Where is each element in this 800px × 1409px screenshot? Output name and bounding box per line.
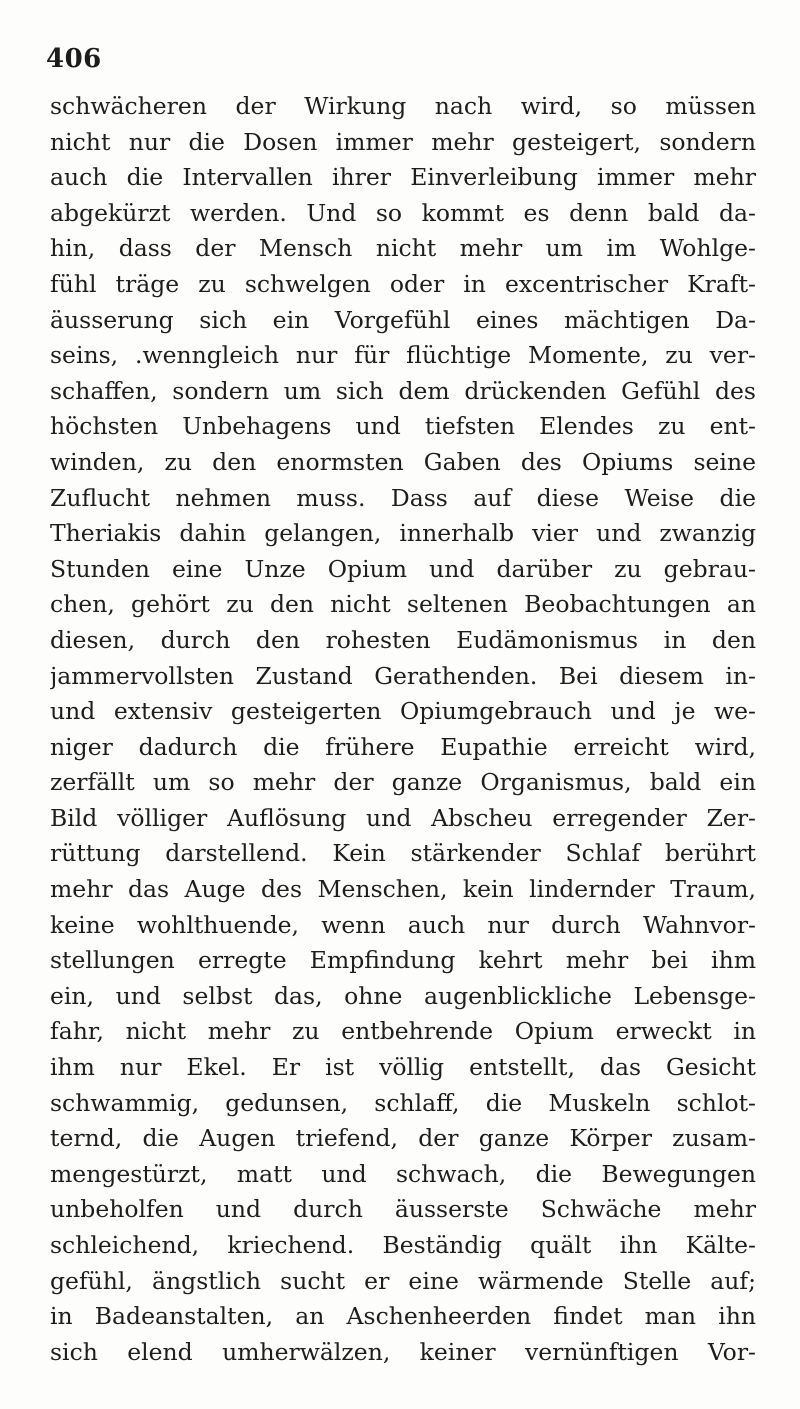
text-line: ihm nur Ekel. Er ist völlig entstellt, das Gesicht [50,1053,756,1082]
text-line: schaffen, sondern um sich dem drückenden Gefühl des [50,376,756,405]
page-number: 406 [46,44,102,74]
text-line: schwammig, gedunsen, schlaff, die Muskeln schlot- [50,1088,756,1117]
text-line: winden, zu den enormsten Gaben des Opiums seine [50,447,756,476]
text-line: Zuflucht nehmen muss. Dass auf diese Weise die [50,483,756,512]
text-line: chen, gehört zu den nicht seltenen Beobachtungen an [50,590,756,619]
text-line: ternd, die Augen triefend, der ganze Körper zusam- [50,1124,756,1153]
text-line: ein, und selbst das, ohne augenblickliche Lebensge- [50,981,756,1010]
text-line: höchsten Unbehagens und tiefsten Elendes zu ent- [50,412,756,441]
text-line: auch die Intervallen ihrer Einverleibung immer mehr [50,163,756,192]
text-line: mengestürzt, matt und schwach, die Bewegungen [50,1159,756,1188]
text-line: Theriakis dahin gelangen, innerhalb vier und zwanzig [50,519,756,548]
text-line: keine wohlthuende, wenn auch nur durch Wahnvor- [50,910,756,939]
text-line: mehr das Auge des Menschen, kein lindernder Traum, [50,875,756,904]
text-line: schwächeren der Wirkung nach wird, so müssen [50,92,756,120]
text-line: stellungen erregte Empfindung kehrt mehr bei ihm [50,946,756,975]
body-text [50,89,756,1370]
text-line: gefühl, ängstlich sucht er eine wärmende Stelle auf; [50,1266,756,1295]
text-line: diesen, durch den rohesten Eudämonismus in den [50,625,756,654]
text-line: seins, .wenngleich nur für flüchtige Momente, zu ver- [50,341,756,370]
text-line: Stunden eine Unze Opium und darüber zu gebrau- [50,554,756,583]
text-line: nicht nur die Dosen immer mehr gesteigert, sondern [50,127,756,156]
text-line: unbeholfen und durch äusserste Schwäche mehr [50,1195,756,1224]
text-line: hin, dass der Mensch nicht mehr um im Wohlge- [50,234,756,263]
text-line: Bild völliger Auflösung und Abscheu erregender Zer- [50,803,756,832]
text-line: in Badeanstalten, an Aschenheerden findet man ihn [50,1302,756,1331]
text-line: sich elend umherwälzen, keiner vernünftigen Vor- [50,1337,756,1366]
text-line: fahr, nicht mehr zu entbehrende Opium erweckt in [50,1017,756,1046]
text-line: niger dadurch die frühere Eupathie erreicht wird, [50,732,756,761]
text-line: äusserung sich ein Vorgefühl eines mächtigen Da- [50,305,756,334]
text-line: abgekürzt werden. Und so kommt es denn bald da- [50,198,756,227]
text-line: jammervollsten Zustand Gerathenden. Bei diesem in- [50,661,756,690]
text-line: fühl träge zu schwelgen oder in excentrischer Kraft- [50,269,756,298]
text-line: zerfällt um so mehr der ganze Organismus, bald ein [50,768,756,797]
text-line: rüttung darstellend. Kein stärkender Schlaf berührt [50,839,756,868]
text-line: schleichend, kriechend. Beständig quält ihn Kälte- [50,1231,756,1259]
text-line: und extensiv gesteigerten Opiumgebrauch und je we- [50,697,756,726]
